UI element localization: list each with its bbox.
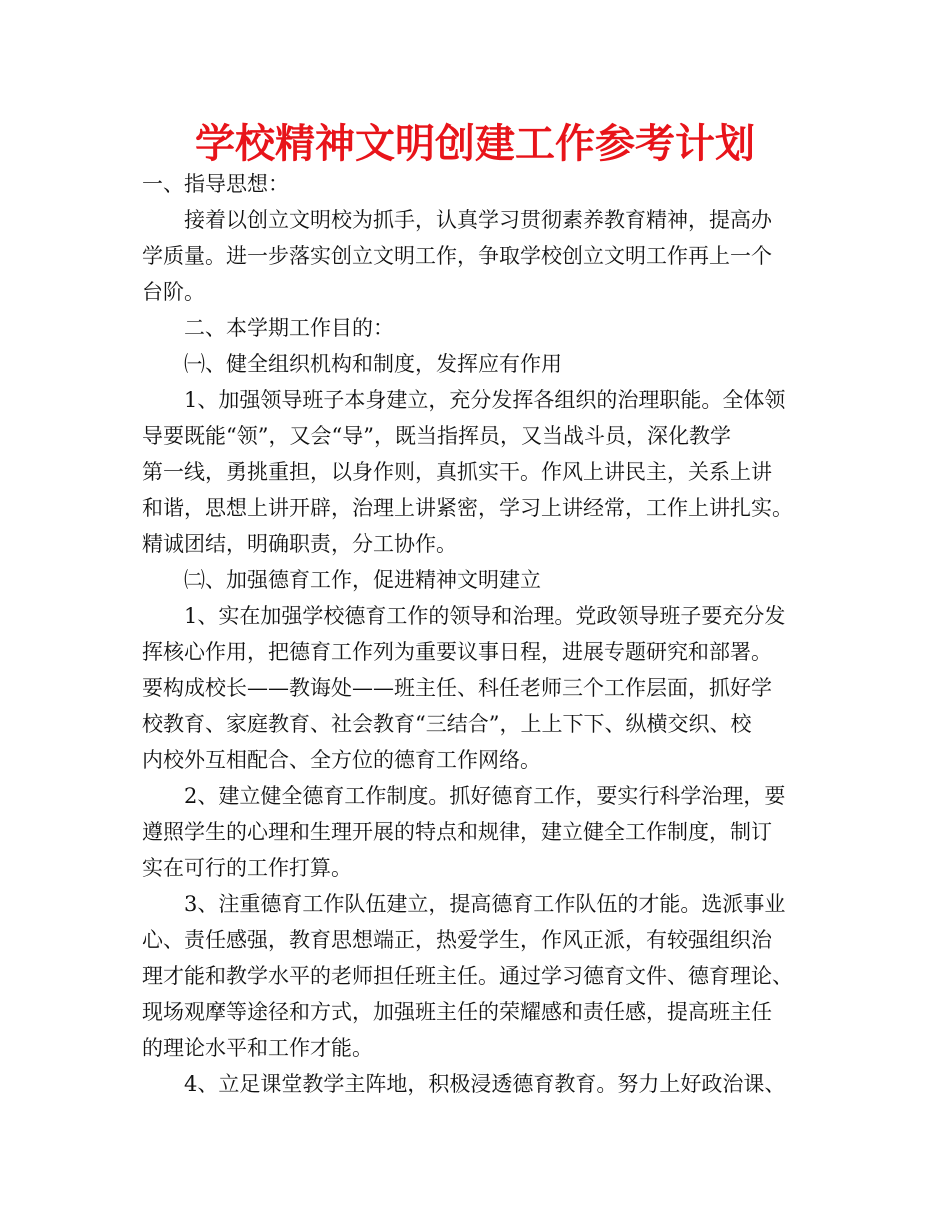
body-line: 接着以创立文明校为抓手，认真学习贯彻素养教育精神，提高办	[184, 208, 772, 232]
body-line: 1、加强领导班子本身建立，充分发挥各组织的治理职能。全体领	[184, 388, 786, 412]
body-line: ㈠、健全组织机构和制度，发挥应有作用	[184, 352, 562, 376]
document-title: 学校精神文明创建工作参考计划	[195, 120, 755, 167]
body-line: 内校外互相配合、全方位的德育工作网络。	[142, 748, 541, 772]
body-line: 学质量。进一步落实创立文明工作，争取学校创立文明工作再上一个	[142, 244, 772, 268]
body-line: 要构成校长——教诲处——班主任、科任老师三个工作层面，抓好学	[142, 676, 772, 700]
body-line: 精诚团结，明确职责，分工协作。	[142, 532, 457, 556]
body-line: 第一线，勇挑重担，以身作则，真抓实干。作风上讲民主，关系上讲	[142, 460, 772, 484]
body-line: 实在可行的工作打算。	[142, 856, 352, 880]
body-line: 心、责任感强，教育思想端正，热爱学生，作风正派，有较强组织治	[142, 928, 772, 952]
body-line: 现场观摩等途径和方式，加强班主任的荣耀感和责任感，提高班主任	[142, 1000, 772, 1024]
body-line: 导要既能“领”，又会“导”，既当指挥员，又当战斗员，深化教学	[142, 424, 731, 448]
body-line: 3、注重德育工作队伍建立，提高德育工作队伍的才能。选派事业	[184, 892, 786, 916]
document-body	[142, 166, 832, 1102]
body-line: 1、实在加强学校德育工作的领导和治理。党政领导班子要充分发	[184, 604, 786, 628]
body-line: 一、指导思想：	[142, 172, 289, 196]
body-line: 二、本学期工作目的：	[184, 316, 394, 340]
body-line: 遵照学生的心理和生理开展的特点和规律，建立健全工作制度，制订	[142, 820, 772, 844]
body-line: 挥核心作用，把德育工作列为重要议事日程，进展专题研究和部署。	[142, 640, 772, 664]
body-line: ㈡、加强德育工作，促进精神文明建立	[184, 568, 541, 592]
body-line: 台阶。	[142, 280, 205, 304]
body-line: 理才能和教学水平的老师担任班主任。通过学习德育文件、德育理论、	[142, 964, 793, 988]
body-line: 的理论水平和工作才能。	[142, 1036, 373, 1060]
body-line: 和谐，思想上讲开辟，治理上讲紧密，学习上讲经常，工作上讲扎实。	[142, 496, 793, 520]
body-line: 4、立足课堂教学主阵地，积极浸透德育教育。努力上好政治课、	[184, 1072, 786, 1096]
body-line: 2、建立健全德育工作制度。抓好德育工作，要实行科学治理，要	[184, 784, 786, 808]
body-line: 校教育、家庭教育、社会教育“三结合”，上上下下、纵横交织、校	[142, 712, 752, 736]
